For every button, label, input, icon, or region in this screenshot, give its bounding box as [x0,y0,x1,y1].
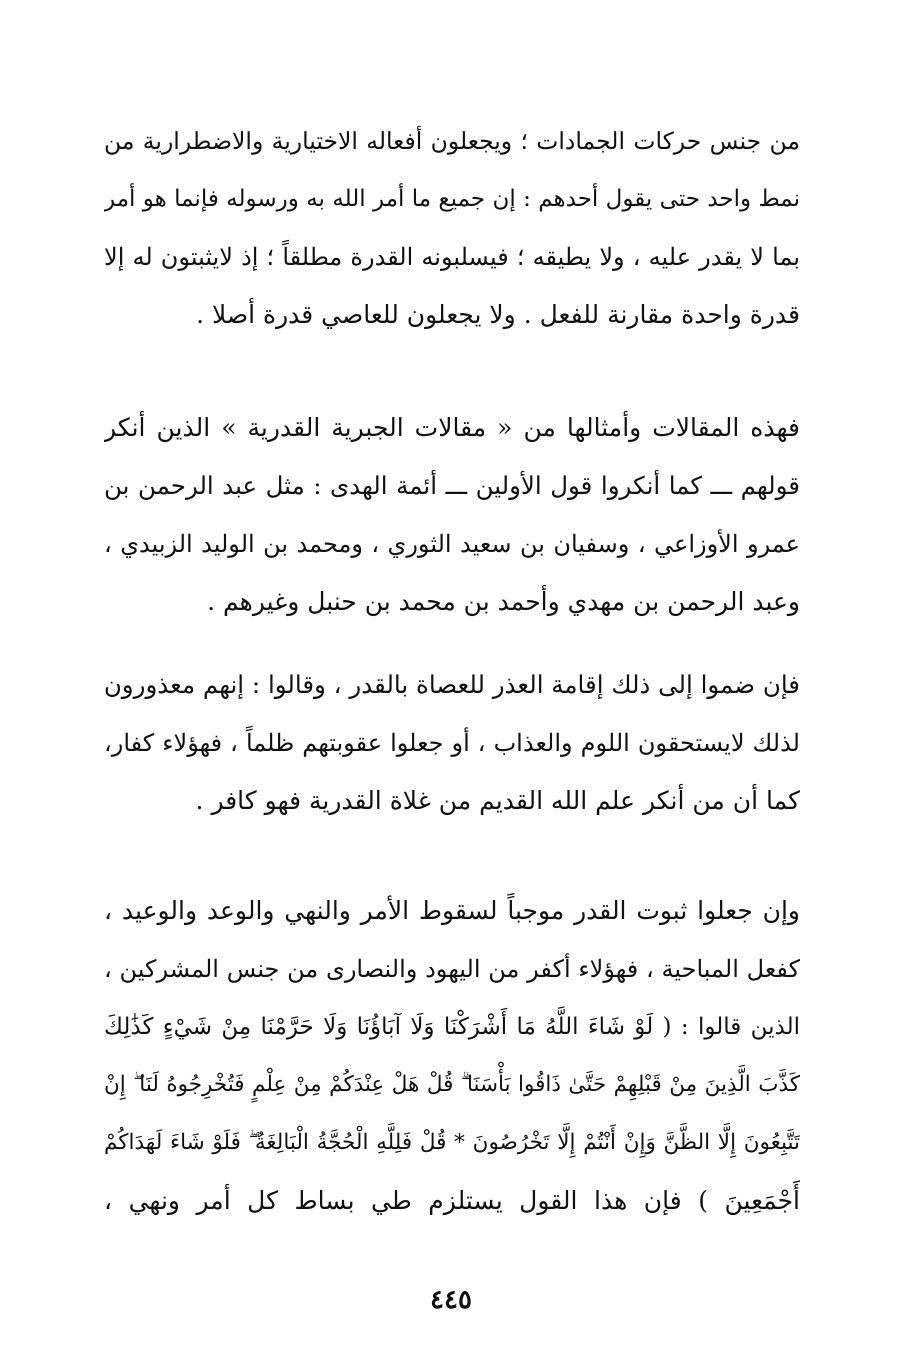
paragraph-4 [104,882,800,1230]
text-line: كفعل المباحية ، فهؤلاء أكفر من اليهود والنصارى من جنس المشركين ، [104,955,800,983]
text-line: وإن جعلوا ثبوت القدر موجباً لسقوط الأمر والنهي والوعد والوعيد ، [104,896,800,925]
paragraph-1 [104,112,800,344]
text-line: أَجْمَعِينَ ) فإن هذا القول يستلزم طي بساط كل أمر ونهي ، [104,1186,800,1215]
text-line: فإن ضموا إلى ذلك إقامة العذر للعصاة بالقدر ، وقالوا : إنهم معذورون [104,670,800,699]
text-line: فهذه المقالات وأمثالها من « مقالات الجبرية القدرية » الذين أنكر [104,413,800,442]
text-line: من جنس حركات الجمادات ؛ ويجعلون أفعاله الاختيارية والاضطرارية من [104,127,800,155]
page-number: ٤٤٥ [430,1285,472,1315]
text-line: عمرو الأوزاعي ، وسفيان بن سعيد الثوري ، ومحمد بن الوليد الزبيدي ، [104,530,800,558]
text-line: نمط واحد حتى يقول أحدهم : إن جميع ما أمر الله به ورسوله فإنما هو أمر [104,186,800,212]
text-line: وعبد الرحمن بن مهدي وأحمد بن محمد بن حنبل وغيرهم . [207,587,800,616]
text-line: كما أن من أنكر علم الله القديم من غلاة القدرية فهو كافر . [195,786,800,815]
paragraph-3 [104,656,800,830]
quran-verse-line: كَذَّبَ الَّذِينَ مِنْ قَبْلِهِمْ حَتَّىٰ ذَاقُوا بَأْسَنَا ۗ قُلْ هَلْ عِنْدَكُمْ مِنْ عِلْمٍ فَتُخْرِجُوهُ لَنَا ۖ إِنْ [104,1072,800,1097]
quran-verse-line: الذين قالوا : ( لَوْ شَاءَ اللَّهُ مَا أَشْرَكْنَا وَلَا آبَاؤُنَا وَلَا حَرَّمْنَا مِنْ شَيْءٍ كَذَٰلِكَ [104,1014,800,1040]
paragraph-2 [104,399,800,631]
text-line: قولهم ـــ كما أنكروا قول الأولين ـــ أئمة الهدى : مثل عبد الرحمن بن [104,471,800,500]
text-line: قدرة واحدة مقارنة للفعل . ولا يجعلون للعاصي قدرة أصلا . [196,300,800,329]
text-line: لذلك لايستحقون اللوم والعذاب ، أو جعلوا عقوبتهم ظلماً ، فهؤلاء كفار، [104,729,800,757]
quran-verse-line: تَتَّبِعُونَ إِلَّا الظَّنَّ وَإِنْ أَنْتُمْ إِلَّا تَخْرُصُونَ * قُلْ فَلِلَّهِ الْحُجَّةُ الْبَالِغَةُ ۖ فَلَوْ شَاءَ لَهَدَاكُمْ [104,1130,800,1155]
text-line: بما لا يقدر عليه ، ولا يطيقه ؛ فيسلبونه القدرة مطلقاً ؛ إذ لايثبتون له إلا [104,243,800,271]
